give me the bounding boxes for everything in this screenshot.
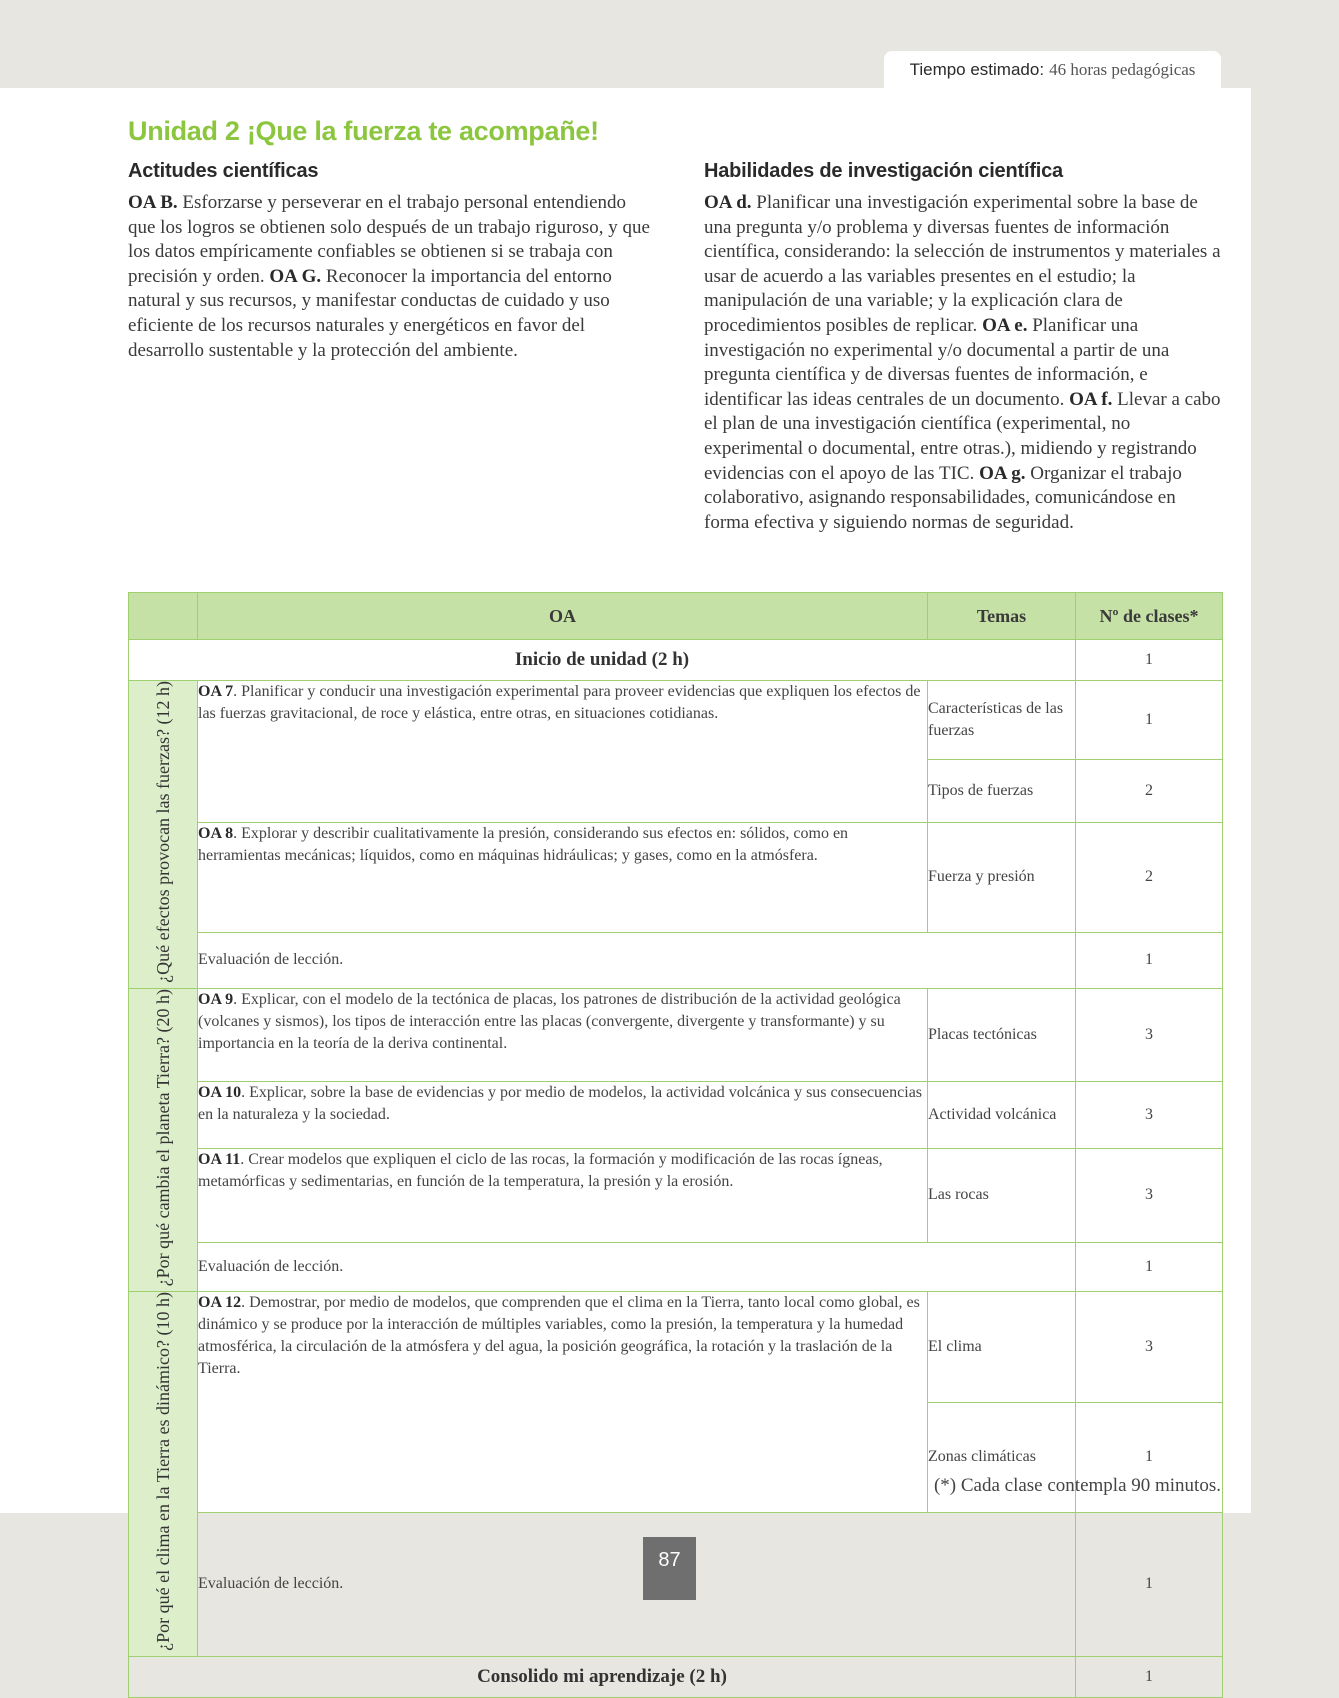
clases-count: 3 (1076, 988, 1223, 1081)
clases-count: 1 (1076, 640, 1223, 681)
clases-count: 2 (1076, 760, 1223, 823)
unit-plan-table (128, 592, 1223, 1698)
lesson-title: ¿Qué efectos provocan las fuerzas? (12 h) (153, 681, 173, 983)
table-row (129, 988, 1223, 1081)
lesson-title: ¿Por qué el clima en la Tierra es dinámico? (10 h) (153, 1292, 173, 1652)
table-row (129, 1242, 1223, 1292)
unit-title: Unidad 2 ¡Que la fuerza te acompañe! (128, 116, 599, 146)
table-row (129, 822, 1223, 932)
table-row (129, 640, 1223, 681)
oa-code: OA G. (269, 265, 322, 287)
table-row (129, 1657, 1223, 1698)
oa-text: Planificar una investigación no experimental y/o documental a partir de una pregunta científica y de diversas fuentes de información, e identificar las ideas centrales de un documento. (704, 314, 1170, 410)
clases-count: 1 (1076, 1242, 1223, 1292)
clases-count: 3 (1076, 1149, 1223, 1242)
oa-cell (198, 1149, 928, 1242)
oa-code: OA 9 (198, 990, 234, 1008)
header-oa: OA (198, 593, 928, 640)
table-row (129, 1082, 1223, 1149)
clases-count: 1 (1076, 1403, 1223, 1512)
clases-count: 1 (1076, 681, 1223, 760)
oa-text: Llevar a cabo el plan de una investigación científica (experimental, no experimental o documental, entre otras.), midiendo y registrando evidencias con el apoyo de las TIC. (704, 388, 1221, 484)
header-clases: Nº de clases* (1076, 593, 1223, 640)
tema-cell: Las rocas (928, 1149, 1076, 1242)
oa-code: OA 12 (198, 1294, 242, 1312)
evaluacion-label: Evaluación de lección. (198, 1242, 1076, 1292)
lesson-title: ¿Por qué cambia el planeta Tierra? (20 h) (153, 988, 173, 1287)
oa-text: Reconocer la importancia del entorno natural y sus recursos, y manifestar conductas de cuidado y uso eficiente de los recursos naturales y energéticos en favor del desarrollo sustentable y la protección del ambiente. (128, 265, 612, 361)
table-row (129, 932, 1223, 988)
cierre-label: Consolido mi aprendizaje (2 h) (129, 1657, 1076, 1698)
table-row (129, 681, 1223, 760)
table-header-row (129, 593, 1223, 640)
time-value: 46 horas pedagógicas (1049, 60, 1196, 79)
tema-cell: Actividad volcánica (928, 1082, 1076, 1149)
oa-code: OA f. (1069, 388, 1113, 410)
oa-code: OA 10 (198, 1084, 242, 1102)
page-number: 87 (643, 1537, 696, 1600)
lesson-title-cell (129, 988, 198, 1291)
habilidades-heading: Habilidades de investigación científica (704, 160, 1063, 182)
oa-cell (198, 822, 928, 932)
table-row (129, 1292, 1223, 1403)
actitudes-section (128, 160, 653, 363)
oa-code: OA 8 (198, 824, 234, 842)
tema-cell: Características de las fuerzas (928, 681, 1076, 760)
habilidades-section (704, 160, 1224, 535)
oa-text: . Demostrar, por medio de modelos, que comprenden que el clima en la Tierra, tanto local como global, es dinámico y se produce por la interacción de múltiples variables, como la presión, la temperatura y la humedad atmosférica, la circulación de la atmósfera y del agua, la posición geográfica, la rotación y la traslación de la Tierra. (198, 1294, 920, 1378)
oa-text: Planificar una investigación experimental sobre la base de una pregunta y/o problema y diversas fuentes de información científica, considerando: la selección de instrumentos y materiales a usar de acuerdo a las variables presentes en el estudio; la manipulación de una variable; y la explicación clara de procedimientos posibles de replicar. (704, 192, 1221, 336)
oa-code: OA g. (979, 462, 1026, 484)
clases-count: 1 (1076, 1657, 1223, 1698)
oa-text: . Explicar, con el modelo de la tectónica de placas, los patrones de distribución de la actividad geológica (volcanes y sismos), los tipos de interacción entre las placas (convergente, divergente y transformante) y su importancia en la teoría de la deriva continental. (198, 990, 901, 1052)
habilidades-paragraph (704, 191, 1224, 535)
clases-count: 1 (1076, 932, 1223, 988)
oa-text: . Explicar, sobre la base de evidencias y por medio de modelos, la actividad volcánica y sus consecuencias en la naturaleza y la sociedad. (198, 1084, 923, 1124)
clases-count: 2 (1076, 822, 1223, 932)
header-empty (129, 593, 198, 640)
oa-cell (198, 988, 928, 1081)
oa-code: OA B. (128, 192, 178, 213)
oa-cell (198, 1292, 928, 1512)
tema-cell: Placas tectónicas (928, 988, 1076, 1081)
oa-text: Esforzarse y perseverar en el trabajo personal entendiendo que los logros se obtienen solo después de un trabajo riguroso, y que los datos empíricamente confiables se obtienen si se trabaja con precisión y orden. (128, 192, 650, 287)
table-row (129, 1149, 1223, 1242)
oa-code: OA 7 (198, 683, 234, 700)
evaluacion-label: Evaluación de lección. (198, 1512, 1076, 1657)
lesson-title-cell (129, 681, 198, 989)
lesson-title-cell (129, 1292, 198, 1657)
tema-cell: Fuerza y presión (928, 822, 1076, 932)
actitudes-heading: Actitudes científicas (128, 160, 319, 182)
oa-code: OA d. (704, 192, 752, 213)
footnote: (*) Cada clase contempla 90 minutos. (933, 1475, 1221, 1496)
clases-count: 3 (1076, 1082, 1223, 1149)
oa-text: . Planificar y conducir una investigación experimental para proveer evidencias que expliquen los efectos de las fuerzas gravitacional, de roce y elástica, entre otras, en situaciones cotidianas. (198, 683, 921, 722)
tema-cell: El clima (928, 1292, 1076, 1403)
tema-cell: Tipos de fuerzas (928, 760, 1076, 823)
inicio-label: Inicio de unidad (2 h) (129, 640, 1076, 681)
header-temas: Temas (928, 593, 1076, 640)
evaluacion-label: Evaluación de lección. (198, 932, 1076, 988)
oa-text: Organizar el trabajo colaborativo, asignando responsabilidades, comunicándose en forma efectiva y siguiendo normas de seguridad. (704, 462, 1182, 533)
oa-code: OA 11 (198, 1151, 241, 1169)
oa-code: OA e. (982, 314, 1028, 336)
oa-cell (198, 681, 928, 823)
clases-count: 1 (1076, 1512, 1223, 1657)
oa-text: . Explorar y describir cualitativamente la presión, considerando sus efectos en: sólidos, como en herramientas mecánicas; líquidos, como en máquinas hidráulicas; y gases, como en la atmósfera. (198, 824, 849, 864)
time-label: Tiempo estimado: (909, 60, 1045, 79)
estimated-time-tab (884, 51, 1221, 89)
actitudes-paragraph (128, 191, 653, 363)
oa-text: . Crear modelos que expliquen el ciclo de las rocas, la formación y modificación de las rocas ígneas, metamórficas y sedimentarias, en función de la temperatura, la presión y la erosión. (198, 1151, 883, 1191)
oa-cell (198, 1082, 928, 1149)
clases-count: 3 (1076, 1292, 1223, 1403)
tema-cell: Zonas climáticas (928, 1403, 1076, 1512)
